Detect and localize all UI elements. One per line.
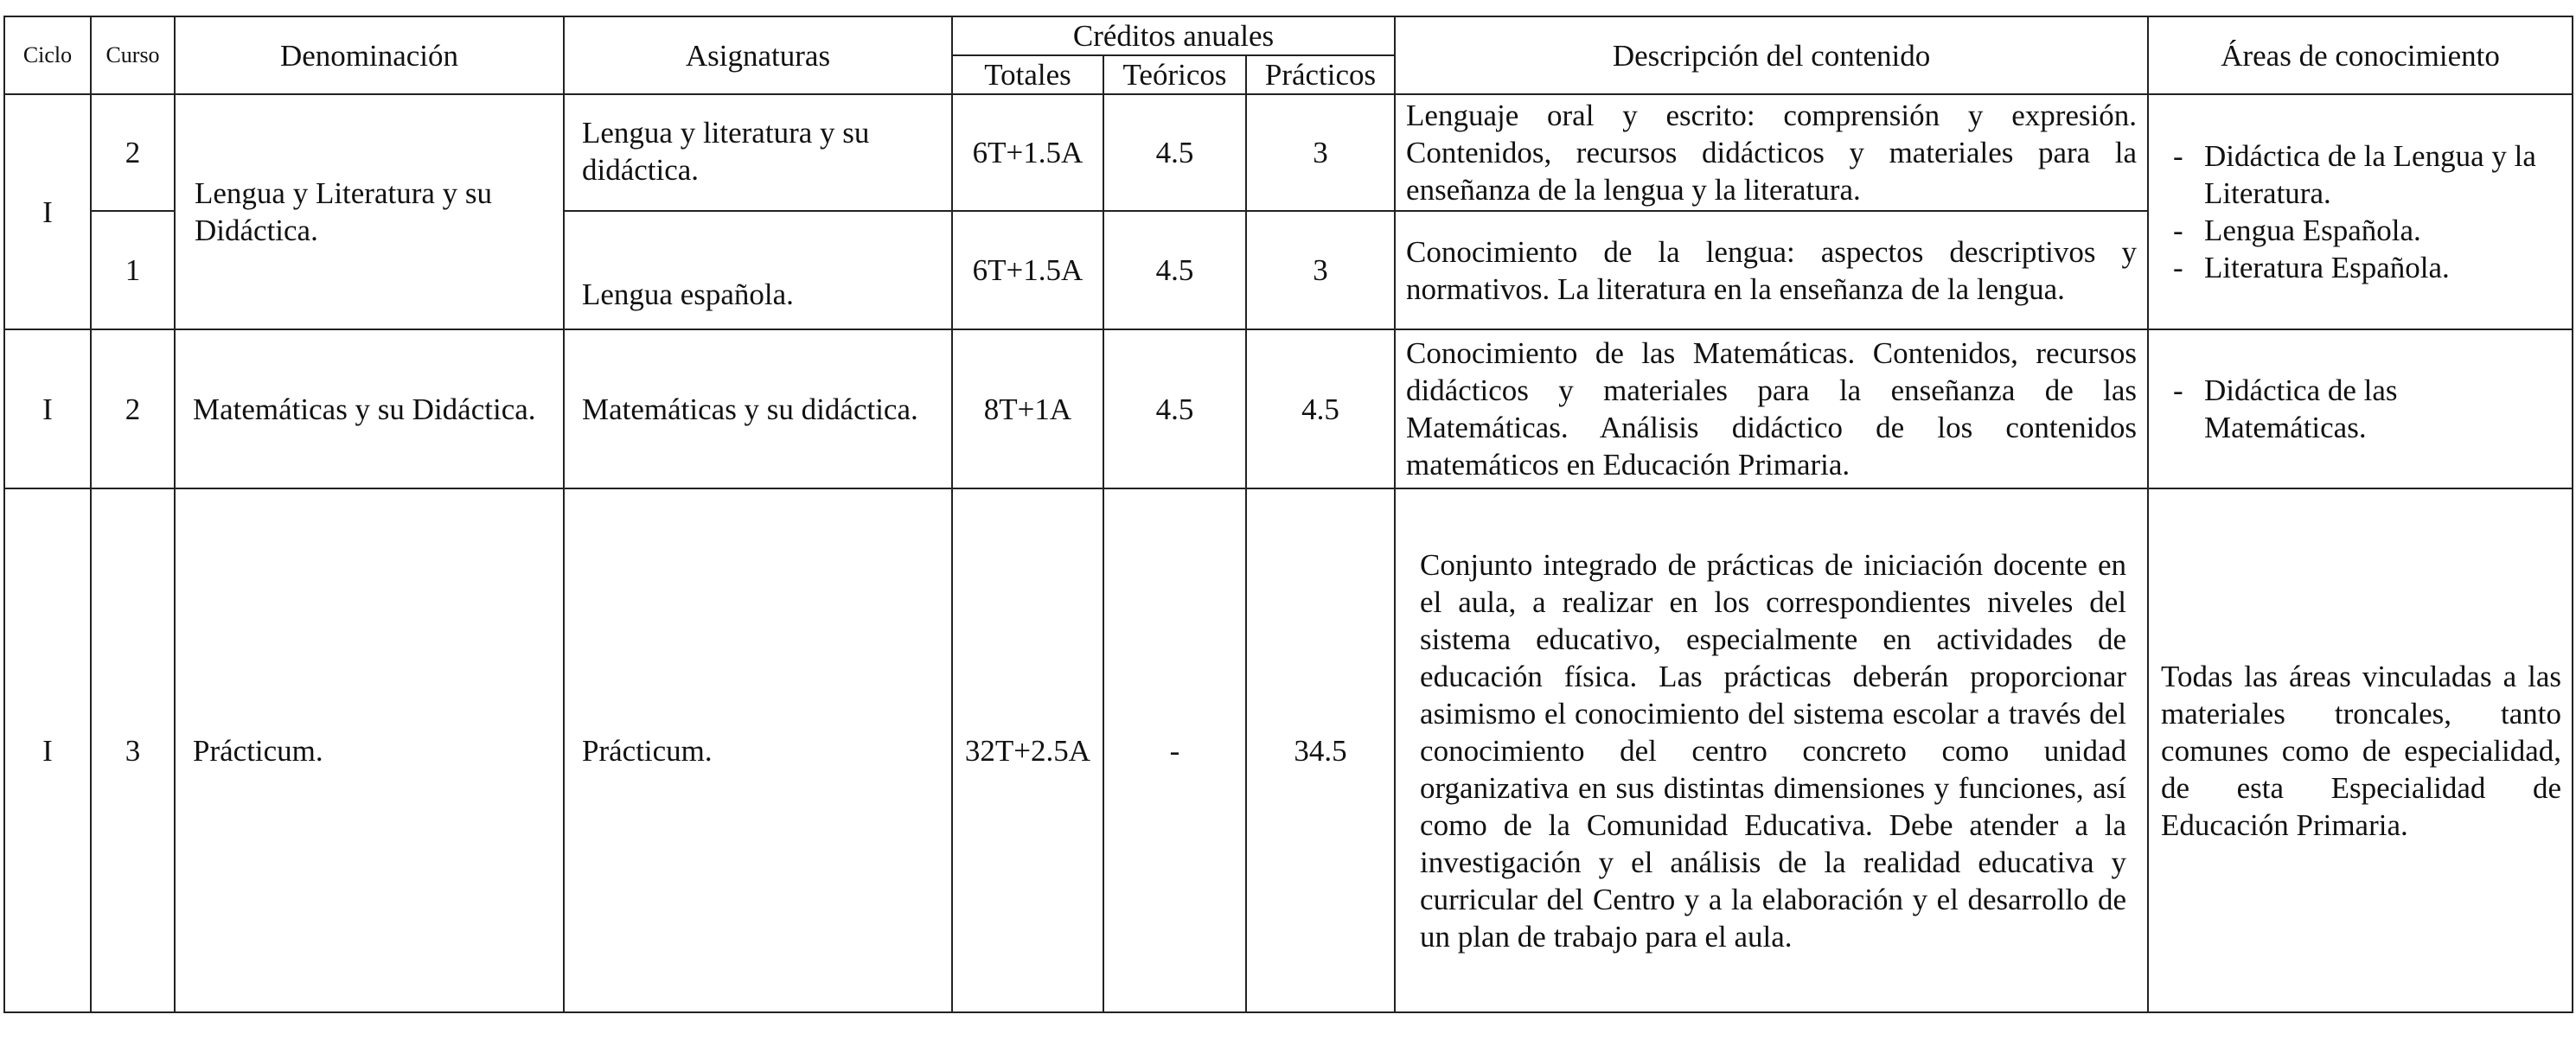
area-item: - Didáctica de las Matemáticas. — [2173, 373, 2398, 444]
header-totales: Totales — [952, 55, 1103, 94]
table-row — [4, 329, 2573, 488]
teoricos-cell: 4.5 — [1103, 94, 1246, 211]
curriculum-table-page — [3, 16, 2572, 1031]
ciclo-cell: I — [4, 94, 91, 329]
curso-cell: 1 — [91, 211, 175, 329]
practicos-cell: 4.5 — [1246, 329, 1395, 488]
denominacion-cell: Matemáticas y su Didáctica. — [175, 329, 564, 488]
asignatura-cell: Lengua y literatura y su didáctica. — [564, 94, 952, 211]
teoricos-cell: - — [1103, 488, 1246, 1012]
table-row — [4, 94, 2573, 211]
header-practicos: Prácticos — [1246, 55, 1395, 94]
totales-cell: 6T+1.5A — [952, 94, 1103, 211]
area-item: - Lengua Española. — [2173, 214, 2421, 247]
totales-cell: 8T+1A — [952, 329, 1103, 488]
curriculum-table — [3, 16, 2573, 1013]
descripcion-cell: Conjunto integrado de prácticas de iniciación docente en el aula, a realizar en los correspondientes niveles del sistema educativo, especialmente en actividades de educación física. Las prácticas deberán proporcionar asimismo el conocimiento del sistema escolar a través del conocimiento del centro concreto como unidad organizativa en sus distintas dimensiones y funciones, así como de la Comunidad Educativa. Debe atender a la investigación y el análisis de la realidad educativa y curricular del Centro y a la elaboración y el desarrollo de un plan de trabajo para el aula. — [1395, 488, 2148, 1012]
totales-cell: 32T+2.5A — [952, 488, 1103, 1012]
area-item: - Literatura Española. — [2173, 251, 2450, 284]
totales-cell: 6T+1.5A — [952, 211, 1103, 329]
header-ciclo: Ciclo — [4, 16, 91, 94]
descripcion-cell: Lenguaje oral y escrito: comprensión y expresión. Contenidos, recursos didácticos y materiales para la enseñanza de la lengua y la literatura. — [1395, 94, 2148, 211]
practicos-cell: 3 — [1246, 94, 1395, 211]
teoricos-cell: 4.5 — [1103, 211, 1246, 329]
header-curso: Curso — [91, 16, 175, 94]
header-asignaturas: Asignaturas — [564, 16, 952, 94]
header-teoricos: Teóricos — [1103, 55, 1246, 94]
curso-cell: 2 — [91, 329, 175, 488]
curso-cell: 2 — [91, 94, 175, 211]
descripcion-cell: Conocimiento de la lengua: aspectos descriptivos y normativos. La literatura en la enseñanza de la lengua. — [1395, 211, 2148, 329]
asignatura-cell: Lengua española. — [564, 211, 952, 329]
header-areas: Áreas de conocimiento — [2148, 16, 2573, 94]
header-denominacion: Denominación — [175, 16, 564, 94]
header-descripcion: Descripción del contenido — [1395, 16, 2148, 94]
areas-cell — [2148, 329, 2573, 488]
areas-list — [2161, 372, 2561, 446]
area-item: - Didáctica de la Lengua y la Literatura. — [2173, 139, 2536, 210]
asignatura-cell: Prácticum. — [564, 488, 952, 1012]
teoricos-cell: 4.5 — [1103, 329, 1246, 488]
denominacion-cell: Lengua y Literatura y su Didáctica. — [175, 94, 564, 329]
practicos-cell: 3 — [1246, 211, 1395, 329]
areas-cell — [2148, 94, 2573, 329]
ciclo-cell: I — [4, 329, 91, 488]
curso-cell: 3 — [91, 488, 175, 1012]
practicos-cell: 34.5 — [1246, 488, 1395, 1012]
header-creditos-anuales: Créditos anuales — [952, 16, 1395, 55]
descripcion-cell: Conocimiento de las Matemáticas. Contenidos, recursos didácticos y materiales para la enseñanza de las Matemáticas. Análisis didáctico de los contenidos matemáticos en Educación Primaria. — [1395, 329, 2148, 488]
areas-list — [2161, 137, 2561, 286]
ciclo-cell: I — [4, 488, 91, 1012]
denominacion-cell: Prácticum. — [175, 488, 564, 1012]
table-row — [4, 488, 2573, 1012]
areas-cell: Todas las áreas vinculadas a las materiales troncales, tanto comunes como de especialidad, de esta Especialidad de Educación Primaria. — [2148, 488, 2573, 1012]
asignatura-cell: Matemáticas y su didáctica. — [564, 329, 952, 488]
